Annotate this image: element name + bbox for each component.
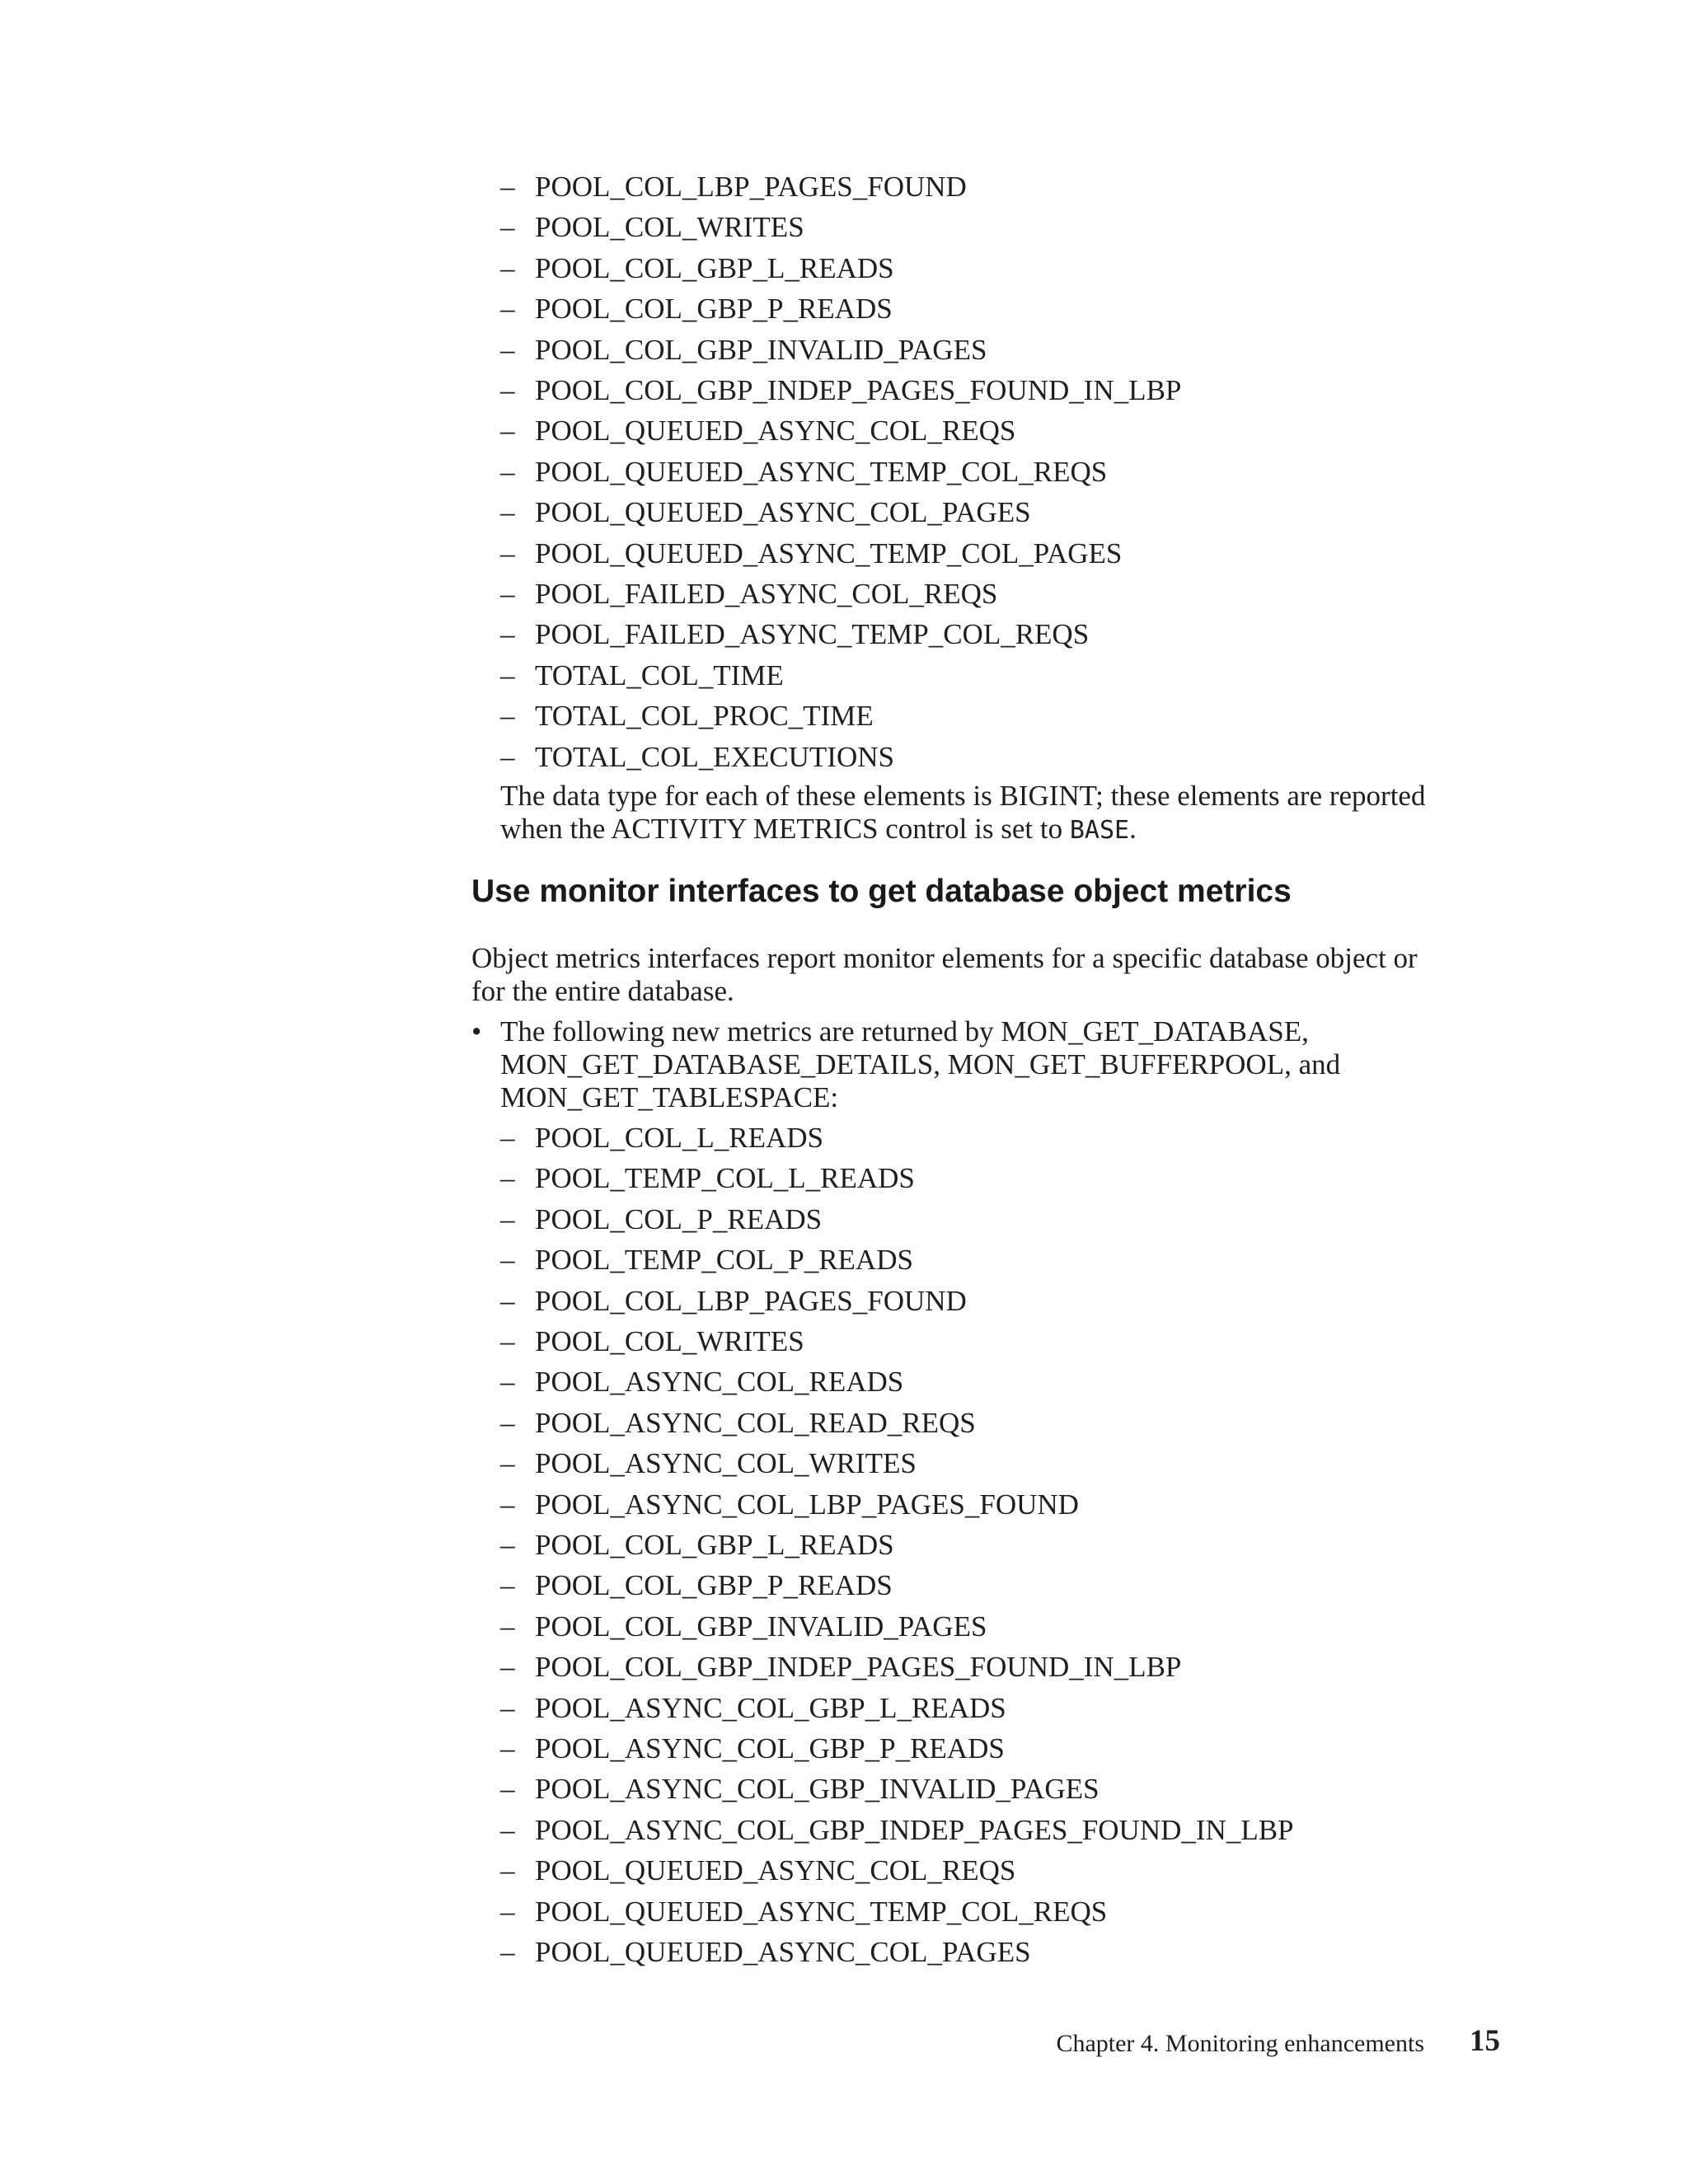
dash-marker: –: [500, 1610, 515, 1643]
metric-name: POOL_QUEUED_ASYNC_COL_REQS: [535, 415, 1016, 448]
metric-name: POOL_COL_LBP_PAGES_FOUND: [535, 171, 967, 203]
dash-marker: –: [500, 455, 515, 488]
metric-name: POOL_ASYNC_COL_GBP_INDEP_PAGES_FOUND_IN_LBP: [535, 1813, 1294, 1846]
page-footer: [1056, 2023, 1500, 2064]
metric-name: TOTAL_COL_TIME: [535, 658, 784, 691]
dash-marker: –: [500, 1691, 515, 1724]
metric-name: POOL_ASYNC_COL_READS: [535, 1366, 904, 1399]
metric-name: POOL_QUEUED_ASYNC_TEMP_COL_PAGES: [535, 537, 1123, 569]
dash-marker: –: [500, 1447, 515, 1480]
dash-marker: –: [500, 1122, 515, 1154]
dash-marker: –: [500, 618, 515, 651]
metric-name: POOL_QUEUED_ASYNC_COL_REQS: [535, 1854, 1016, 1887]
metric-name: POOL_COL_GBP_L_READS: [535, 1529, 894, 1561]
dash-marker: –: [500, 658, 515, 691]
dash-marker: –: [500, 1895, 515, 1928]
metric-name: POOL_COL_GBP_P_READS: [535, 1569, 893, 1602]
bullet-mark: •: [471, 1015, 482, 1047]
dash-marker: –: [500, 1813, 515, 1846]
dash-marker: –: [500, 1732, 515, 1765]
metric-name: POOL_COL_GBP_L_READS: [535, 251, 894, 284]
metric-name: POOL_QUEUED_ASYNC_COL_PAGES: [535, 1936, 1031, 1968]
metric-name: POOL_COL_GBP_INVALID_PAGES: [535, 1610, 987, 1643]
metric-name: POOL_TEMP_COL_L_READS: [535, 1162, 915, 1195]
dash-marker: –: [500, 1651, 515, 1684]
bullet-line-1: The following new metrics are returned by MON_GET_DATABASE,: [500, 1015, 1309, 1047]
dash-marker: –: [500, 1854, 515, 1887]
note-line-2-suffix: .: [1129, 813, 1137, 845]
dash-marker: –: [500, 1488, 515, 1521]
metric-name: POOL_QUEUED_ASYNC_TEMP_COL_REQS: [535, 1895, 1108, 1928]
metric-name: POOL_ASYNC_COL_GBP_P_READS: [535, 1732, 1005, 1765]
bullet-line-2: MON_GET_DATABASE_DETAILS, MON_GET_BUFFERPOOL, and: [500, 1048, 1341, 1080]
dash-marker: –: [500, 374, 515, 406]
dash-marker: –: [500, 171, 515, 203]
dash-marker: –: [500, 496, 515, 529]
note-line-2-code: BASE: [1069, 816, 1130, 845]
dash-marker: –: [500, 1244, 515, 1277]
dash-marker: –: [500, 1202, 515, 1235]
dash-marker: –: [500, 415, 515, 448]
metric-name: POOL_ASYNC_COL_WRITES: [535, 1447, 917, 1480]
metric-name: POOL_QUEUED_ASYNC_TEMP_COL_REQS: [535, 455, 1108, 488]
bullet-text: [500, 1015, 1448, 1114]
dash-marker: –: [500, 1406, 515, 1439]
dash-marker: –: [500, 700, 515, 733]
dash-marker: –: [500, 211, 515, 244]
dash-marker: –: [500, 578, 515, 610]
intro-paragraph: [471, 942, 1510, 1008]
intro-line-2: for the entire database.: [471, 975, 734, 1007]
metric-name: POOL_COL_LBP_PAGES_FOUND: [535, 1284, 967, 1317]
metric-name: POOL_COL_GBP_INDEP_PAGES_FOUND_IN_LBP: [535, 1651, 1182, 1684]
metric-name: POOL_COL_WRITES: [535, 1325, 804, 1357]
data-type-note: [500, 780, 1522, 847]
metric-name: POOL_ASYNC_COL_READ_REQS: [535, 1406, 976, 1439]
dash-marker: –: [500, 1569, 515, 1602]
dash-marker: –: [500, 293, 515, 326]
metric-name: POOL_FAILED_ASYNC_TEMP_COL_REQS: [535, 618, 1090, 651]
bullet-line-3: MON_GET_TABLESPACE:: [500, 1081, 839, 1113]
metric-name: POOL_COL_GBP_INVALID_PAGES: [535, 333, 987, 366]
dash-marker: –: [500, 333, 515, 366]
note-line-1: The data type for each of these elements is BIGINT; these elements are reported: [500, 780, 1426, 812]
metric-name: POOL_COL_GBP_P_READS: [535, 293, 893, 326]
metric-name: TOTAL_COL_PROC_TIME: [535, 700, 874, 733]
dash-marker: –: [500, 1366, 515, 1399]
metric-name: POOL_COL_P_READS: [535, 1202, 823, 1235]
metric-name: POOL_ASYNC_COL_GBP_INVALID_PAGES: [535, 1773, 1100, 1806]
dash-marker: –: [500, 251, 515, 284]
dash-marker: –: [500, 1284, 515, 1317]
metric-name: POOL_COL_WRITES: [535, 211, 804, 244]
metric-name: POOL_ASYNC_COL_LBP_PAGES_FOUND: [535, 1488, 1079, 1521]
metric-name: TOTAL_COL_EXECUTIONS: [535, 740, 894, 773]
dash-marker: –: [500, 1162, 515, 1195]
section-heading: Use monitor interfaces to get database object metrics: [471, 874, 1292, 909]
metric-name: POOL_FAILED_ASYNC_COL_REQS: [535, 578, 998, 610]
dash-marker: –: [500, 537, 515, 569]
dash-marker: –: [500, 1936, 515, 1968]
metric-name: POOL_TEMP_COL_P_READS: [535, 1244, 913, 1277]
metric-name: POOL_COL_GBP_INDEP_PAGES_FOUND_IN_LBP: [535, 374, 1182, 406]
metric-name: POOL_QUEUED_ASYNC_COL_PAGES: [535, 496, 1031, 529]
metric-name: POOL_ASYNC_COL_GBP_L_READS: [535, 1691, 1006, 1724]
footer-page-number: 15: [1470, 2024, 1500, 2058]
dash-marker: –: [500, 740, 515, 773]
dash-marker: –: [500, 1529, 515, 1561]
dash-marker: –: [500, 1773, 515, 1806]
footer-chapter-title: Chapter 4. Monitoring enhancements: [1056, 2030, 1424, 2057]
dash-marker: –: [500, 1325, 515, 1357]
intro-line-1: Object metrics interfaces report monitor elements for a specific database object or: [471, 942, 1418, 974]
metric-name: POOL_COL_L_READS: [535, 1122, 824, 1154]
note-line-2-prefix: when the ACTIVITY METRICS control is set to: [500, 813, 1070, 845]
